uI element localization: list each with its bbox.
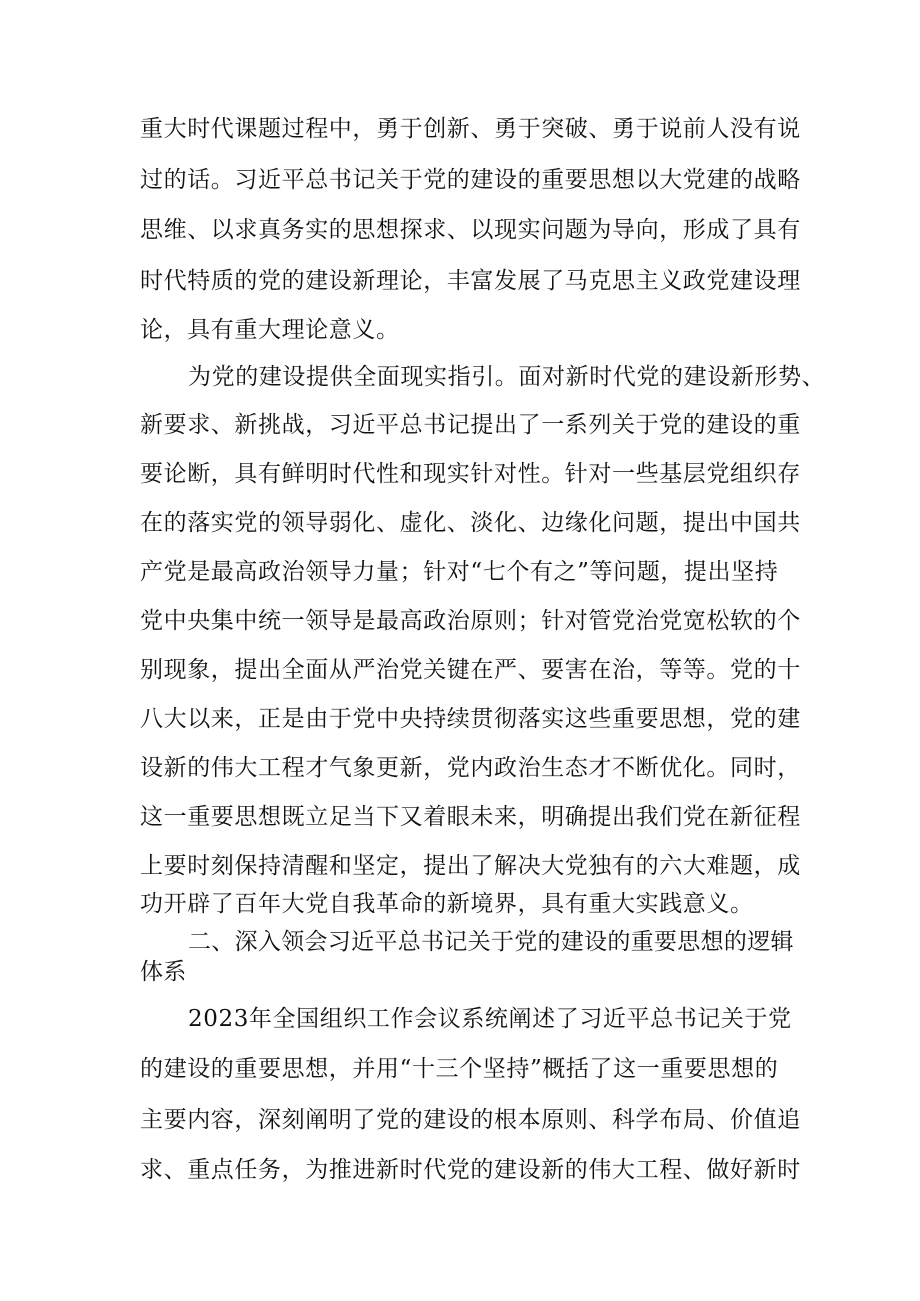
paragraph-line: 产党是最高政治领导力量；针对“七个有之”等问题，提出坚持 xyxy=(140,559,779,585)
paragraph-line: 重大时代课题过程中，勇于创新、勇于突破、勇于说前人没有说 xyxy=(140,116,801,142)
section-heading: 体系 xyxy=(140,959,187,985)
paragraph-line: 八大以来，正是由于党中央持续贯彻落实这些重要思想，党的建 xyxy=(140,706,801,732)
paragraph-line: 功开辟了百年大党自我革命的新境界，具有重大实践意义。 xyxy=(140,891,754,917)
paragraph-line: 主要内容，深刻阐明了党的建设的根本原则、科学布局、价值追 xyxy=(140,1107,801,1133)
paragraph-line: 在的落实党的领导弱化、虚化、淡化、边缘化问题，提出中国共 xyxy=(140,510,801,536)
paragraph-line: 时代特质的党的建设新理论，丰富发展了马克思主义政党建设理 xyxy=(140,268,801,294)
paragraph-line: 上要时刻保持清醒和坚定，提出了解决大党独有的六大难题，成 xyxy=(140,853,801,879)
paragraph-line: 这一重要思想既立足当下又着眼未来，明确提出我们党在新征程 xyxy=(140,804,801,830)
paragraph-line: 论，具有重大理论意义。 xyxy=(140,317,400,343)
paragraph-line: 求、重点任务，为推进新时代党的建设新的伟大工程、做好新时 xyxy=(140,1157,801,1183)
paragraph-line: 过的话。习近平总书记关于党的建设的重要思想以大党建的战略 xyxy=(140,167,801,193)
paragraph-line: 思维、以求真务实的思想探求、以现实问题为导向，形成了具有 xyxy=(140,217,801,243)
paragraph-line: 新要求、新挑战，习近平总书记提出了一系列关于党的建设的重 xyxy=(140,412,801,438)
paragraph-line: 的建设的重要思想，并用“十三个坚持”概括了这一重要思想的 xyxy=(140,1056,779,1082)
paragraph-line: 党中央集中统一领导是最高政治原则；针对管党治党宽松软的个 xyxy=(140,608,801,634)
paragraph-line: 为党的建设提供全面现实指引。面对新时代党的建设新形势、 xyxy=(188,364,826,390)
section-heading: 二、深入领会习近平总书记关于党的建设的重要思想的逻辑 xyxy=(188,929,794,955)
paragraph-line: 设新的伟大工程才气象更新，党内政治生态才不断优化。同时， xyxy=(140,755,801,781)
paragraph-line: 2023年全国组织工作会议系统阐述了习近平总书记关于党 xyxy=(188,1006,792,1032)
paragraph-line: 要论断，具有鲜明时代性和现实针对性。针对一些基层党组织存 xyxy=(140,461,801,487)
paragraph-line: 别现象，提出全面从严治党关键在严、要害在治，等等。党的十 xyxy=(140,657,801,683)
